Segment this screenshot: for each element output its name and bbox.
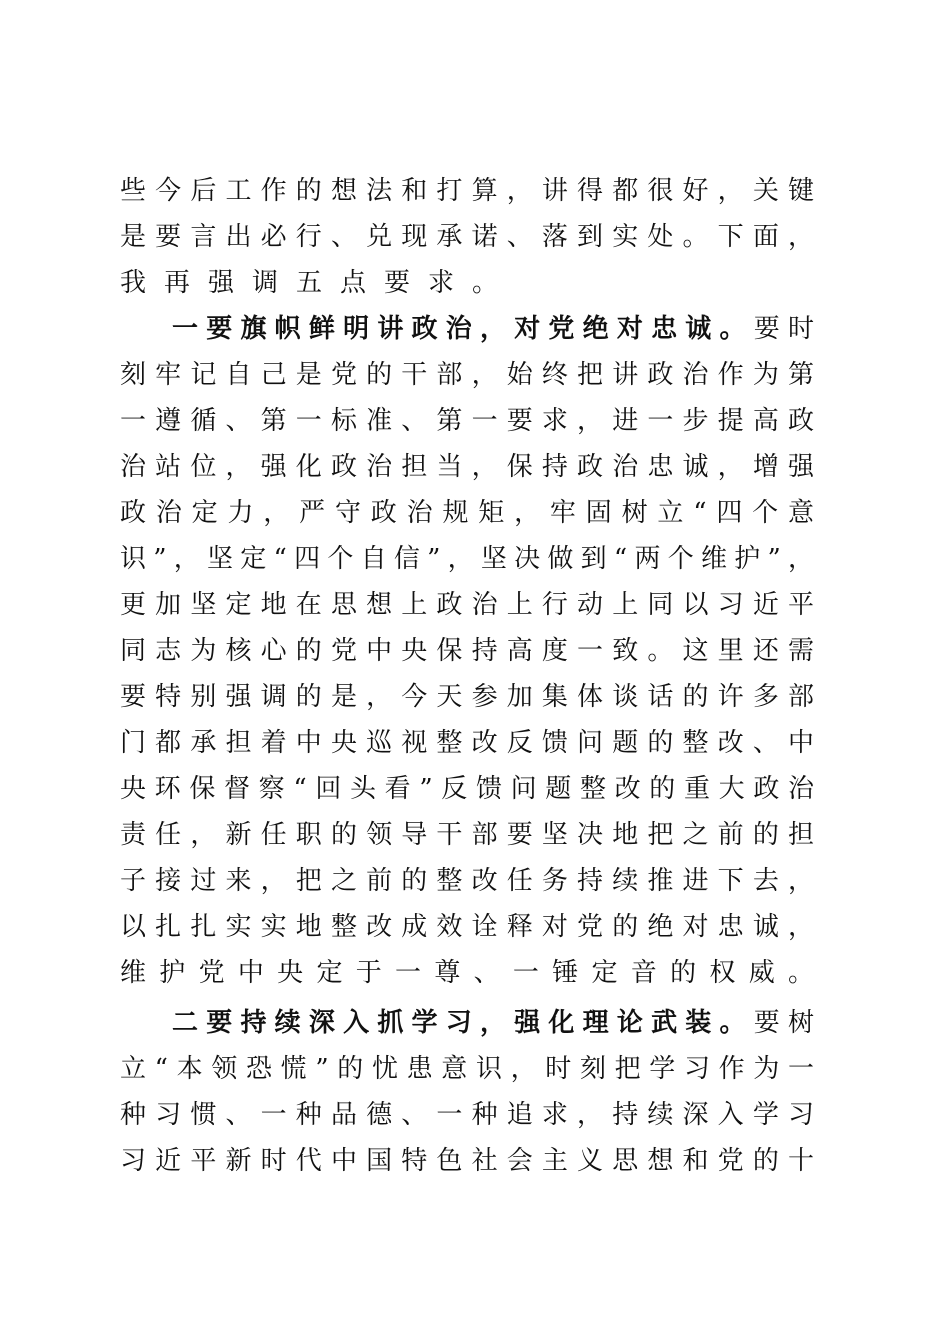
line-text: 以扎扎实实地整改成效诠释对党的绝对忠诚， <box>120 912 824 942</box>
text-line <box>120 861 824 901</box>
text-line <box>120 1049 823 1089</box>
line-text: 种习惯、一种品德、一种追求，持续深入学习 <box>120 1100 824 1130</box>
line-text: 治站位，强化政治担当，保持政治忠诚，增强 <box>120 452 824 482</box>
line-text: 门都承担着中央巡视整改反馈问题的整改、中 <box>120 728 824 758</box>
line-text: 央环保督察“回头看”反馈问题整改的重大政治 <box>120 774 823 804</box>
text-line <box>120 493 824 533</box>
text-line <box>120 217 824 257</box>
text-line <box>120 1141 824 1181</box>
text-line <box>120 723 824 763</box>
line-text: 一遵循、第一标准、第一要求，进一步提高政 <box>120 406 824 436</box>
paragraph-heading-line <box>172 309 823 349</box>
line-text: 我再强调五点要求。 <box>120 268 517 298</box>
line-text: 要时 <box>753 314 823 344</box>
text-line <box>120 769 823 809</box>
text-line <box>120 263 814 303</box>
text-line <box>120 1095 824 1135</box>
line-text: 政治定力，严守政治规矩，牢固树立“四个意 <box>120 498 824 528</box>
line-text: 是要言出必行、兑现承诺、落到实处。下面， <box>120 222 824 252</box>
text-line <box>120 585 824 625</box>
line-text: 刻牢记自己是党的干部，始终把讲政治作为第 <box>120 360 824 390</box>
line-text: 些今后工作的想法和打算，讲得都很好，关键 <box>120 176 824 206</box>
text-line <box>120 907 824 947</box>
text-line <box>120 815 824 855</box>
line-text: 识”，坚定“四个自信”，坚决做到“两个维护”， <box>120 544 822 574</box>
section-heading: 一要旗帜鲜明讲政治，对党绝对忠诚。 <box>172 314 754 344</box>
text-line <box>120 677 824 717</box>
line-text: 同志为核心的党中央保持高度一致。这里还需 <box>120 636 824 666</box>
line-text: 立“本领恐慌”的忧患意识，时刻把学习作为一 <box>120 1054 823 1084</box>
text-line <box>120 447 824 487</box>
line-text: 更加坚定地在思想上政治上行动上同以习近平 <box>120 590 824 620</box>
line-text: 要特别强调的是，今天参加集体谈话的许多部 <box>120 682 824 712</box>
text-line <box>120 539 822 579</box>
line-text: 维护党中央定于一尊、一锤定音的权威。 <box>120 958 828 988</box>
text-line <box>120 401 824 441</box>
text-line <box>120 953 828 993</box>
text-line <box>120 355 824 395</box>
paragraph-heading-line <box>172 1003 823 1043</box>
text-line <box>120 171 824 211</box>
line-text: 子接过来，把之前的整改任务持续推进下去， <box>120 866 824 896</box>
section-heading: 二要持续深入抓学习，强化理论武装。 <box>172 1008 754 1038</box>
line-text: 要树 <box>753 1008 823 1038</box>
text-line <box>120 631 824 671</box>
line-text: 责任，新任职的领导干部要坚决地把之前的担 <box>120 820 824 850</box>
line-text: 习近平新时代中国特色社会主义思想和党的十 <box>120 1146 824 1176</box>
